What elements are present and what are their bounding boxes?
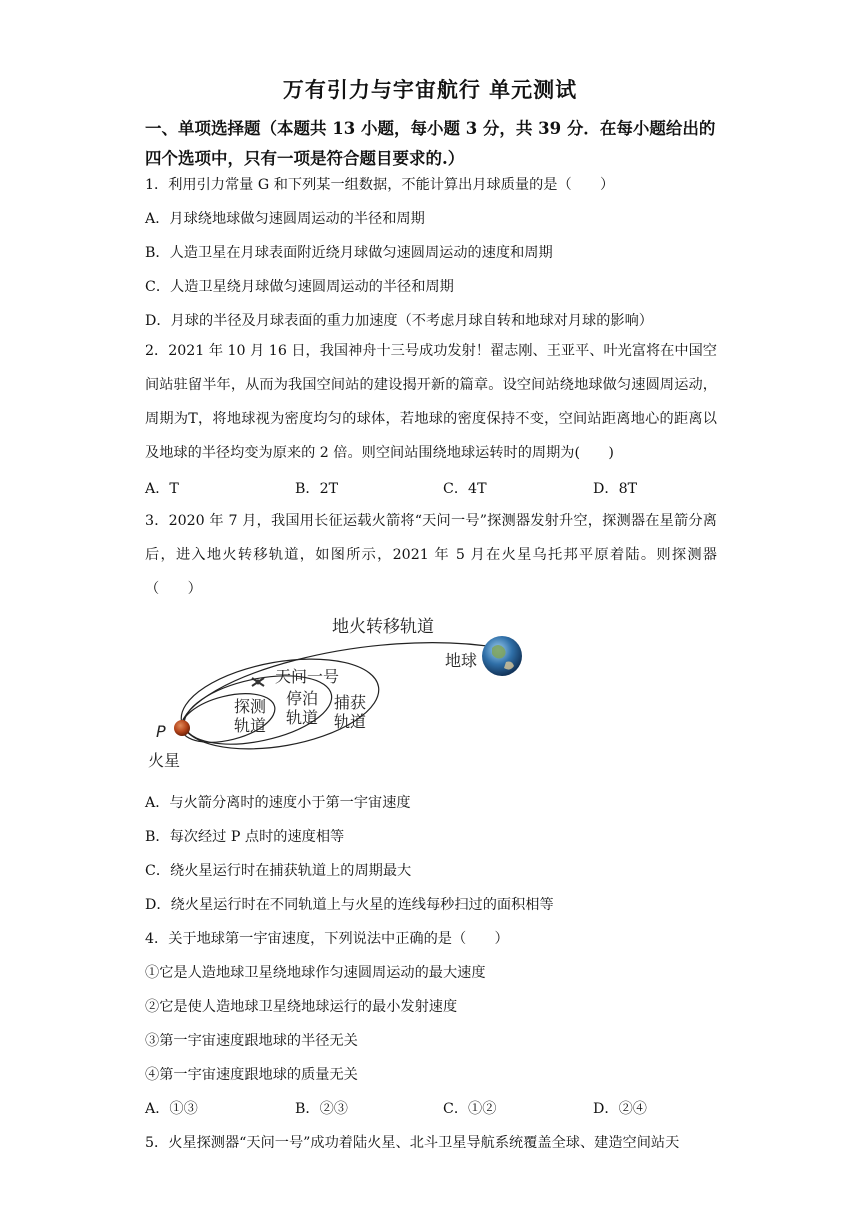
q1-option-a: A．月球绕地球做匀速圆周运动的半径和周期 xyxy=(145,211,425,227)
q2-option-b: B．2T xyxy=(295,481,339,497)
q4-statement-1: ①它是人造地球卫星绕地球作匀速圆周运动的最大速度 xyxy=(145,965,486,981)
label-capture-2: 轨道 xyxy=(334,712,367,731)
q4-stem: 4．关于地球第一宇宙速度，下列说法中正确的是（ ） xyxy=(145,931,509,947)
q3-stem: 3．2020 年 7 月，我国用长征运载火箭将“天问一号”探测器发射升空，探测器在星箭分离后，进入地火转移轨道，如图所示，2021 年 5 月在火星乌托邦平原着陆。则探测器（ ） xyxy=(145,513,717,597)
q4-option-c: C．①② xyxy=(443,1101,497,1117)
label-p: P xyxy=(156,722,166,741)
q4-statement-4: ④第一宇宙速度跟地球的质量无关 xyxy=(145,1067,358,1083)
label-detect-2: 轨道 xyxy=(234,716,267,735)
q3-option-d: D．绕火星运行时在不同轨道上与火星的连线每秒扫过的面积相等 xyxy=(145,897,554,913)
label-earth: 地球 xyxy=(445,651,478,670)
q1-option-d: D．月球的半径及月球表面的重力加速度（不考虑月球自转和地球对月球的影响） xyxy=(145,313,653,329)
q3-option-c: C．绕火星运行时在捕获轨道上的周期最大 xyxy=(145,863,412,879)
label-park-1: 停泊 xyxy=(286,689,319,708)
q2-options xyxy=(145,478,725,498)
q4-option-b: B．②③ xyxy=(295,1101,348,1117)
label-probe: 天问一号 xyxy=(275,667,340,686)
q1-option-b: B．人造卫星在月球表面附近绕月球做匀速圆周运动的速度和周期 xyxy=(145,245,553,261)
q3-option-a: A．与火箭分离时的速度小于第一宇宙速度 xyxy=(145,795,411,811)
orbit-diagram xyxy=(140,606,540,776)
q3-option-b: B．每次经过 P 点时的速度相等 xyxy=(145,829,345,845)
q4-option-d: D．②④ xyxy=(593,1101,647,1117)
q4-option-a: A．①③ xyxy=(145,1101,198,1117)
q2-option-a: A．T xyxy=(145,481,179,497)
label-transfer-orbit: 地火转移轨道 xyxy=(332,617,434,637)
q1-stem: 1．利用引力常量 G 和下列某一组数据，不能计算出月球质量的是（ ） xyxy=(145,177,615,193)
q1-option-c: C．人造卫星绕月球做匀速圆周运动的半径和周期 xyxy=(145,279,454,295)
label-park-2: 轨道 xyxy=(286,708,319,727)
q4-options xyxy=(145,1098,725,1118)
q5-stem: 5．火星探测器“天问一号”成功着陆火星、北斗卫星导航系统覆盖全球、建造空间站天 xyxy=(145,1135,680,1151)
probe-icon xyxy=(252,678,264,686)
q2-option-c: C．4T xyxy=(443,481,487,497)
mars-icon xyxy=(174,720,190,736)
q4-statement-2: ②它是使人造地球卫星绕地球运行的最小发射速度 xyxy=(145,999,458,1015)
section-heading: 一、单项选择题（本题共 13 小题，每小题 3 分，共 39 分．在每小题给出的四个选项中，只有一项是符合题目要求的.） xyxy=(145,119,716,168)
label-detect-1: 探测 xyxy=(234,697,267,716)
q4-statement-3: ③第一宇宙速度跟地球的半径无关 xyxy=(145,1033,358,1049)
q2-option-d: D．8T xyxy=(593,481,638,497)
label-capture-1: 捕获 xyxy=(334,693,367,712)
q2-stem: 2．2021 年 10 月 16 日，我国神舟十三号成功发射！翟志刚、王亚平、叶光富将在中国空间站驻留半年，从而为我国空间站的建设揭开新的篇章。设空间站绕地球做匀速圆周运动，周期为T，将地球视为密度均匀的球体，若地球的密度保持不变，空间站距离地心的距离以及地球的半径均变为原来的 2 倍。则空间站围绕地球运转时的周期为( ) xyxy=(145,343,717,461)
page-title: 万有引力与宇宙航行 单元测试 xyxy=(282,77,578,102)
label-mars: 火星 xyxy=(148,751,181,770)
